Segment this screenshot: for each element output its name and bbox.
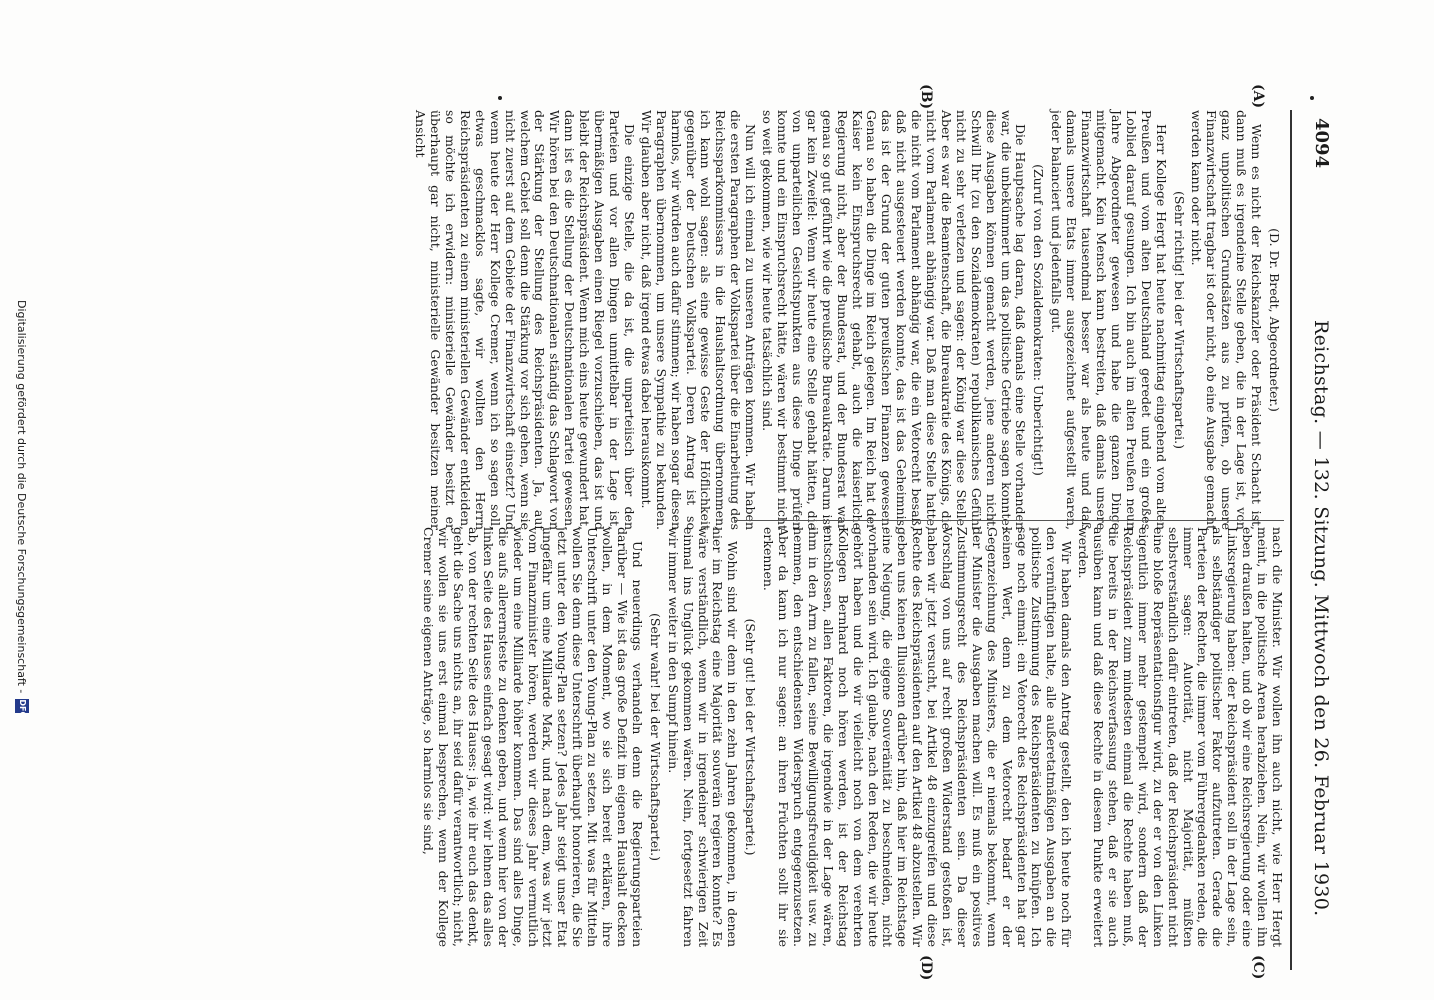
paragraph: Die einzige Stelle, die da ist, die unparteiisch über den Parteien und vor allen Dingen unmittelbar in der Lage ist, übermäßigen Ausgaben einen Riegel vorzuschieben, das ist und bleibt der Reichspräsident. Wenn mich eins heute gewundert hat, dann ist es die Stellung der Deutschnationalen Partei gewesen. Wir hören bei den Deutschnationalen ständig das Schlagwort von der Stärkung der Stellung des Reichspräsidenten. Ja, auf welchem Gebiet soll denn die Stärkung vor sich gehen, wenn sie nicht zuerst auf dem Gebiete der Finanzwirtschaft einsetzt? Und wenn heute der Herr Kollege Cremer, wenn ich so sagen soll, etwas geschmacklos sagte, wir wollten den Herrn Reichspräsidenten zu einem ministeriellen Gewänder entkleiden, so möchte ich erwidern: ministerielle Gewänder besitzt er überhaupt gar nicht, ministerielle Gewänder besitzen meiner Ansicht: [413, 110, 637, 530]
paragraph: Herr Kollege Hergt hat heute nachmittag eingehend vom alten Preußen und vom alten Deutschland geredet und ein großes Loblied darauf gesungen. Ich bin auch im alten Preußen neun Jahre Abgeordneter gewesen und habe die ganzen Dinge mitgemacht. Kein Mensch kann bestreiten, daß damals unsere Finanzwirtschaft tausendmal besser war als heute und daß damals unsere Etats immer ausgezeichnet aufgestellt waren, jeder balanciert und jedenfalls gut.: [1049, 110, 1169, 530]
interjection: (Sehr wahr! bei der Wirtschaftspartei.): [647, 612, 663, 862]
column-divider: [734, 520, 1284, 521]
dfg-logo: DFG: [15, 699, 29, 713]
paragraph: Wir haben damals den Antrag gestellt, den ich heute noch für den vernünftigen halte, alle außeretatmäßigen Ausgaben an die politische Zustimmung des Reichspräsidenten zu knüpfen. Ich sage noch einmal: ein Vetorecht des Reichspräsidenten hat gar keinen Wert, denn zu dem Vetorecht bedarf er der Gegenzeichnung des Ministers, die er niemals bekommt, wenn der Minister die Ausgaben machen will. Es muß ein positives Zustimmungsrecht des Reichspräsidenten sein. Da dieser Vorschlag von uns auf recht großen Widerstand gestoßen ist, haben wir jetzt versucht, bei Artikel 48 einzugreifen und diese Rechte des Reichspräsidenten auf den Artikel 48 abzustellen. Wir geben uns keinen Illusionen darüber hin, daß hier im Reichstage eine Neigung, die eigene Souveränität zu beschneiden, nicht vorhanden sein wird. Ich glaube, nach den Reden, die wir heute gehört haben und die wir vielleicht noch von dem verehrten Kollegen Bernhard noch hören werden, ist der Reichstag entschlossen, allen Faktoren, die irgendwie in der Lage wären, ihm in den Arm zu fallen, seine Bewilligungsfreudigkeit usw. zu hemmen, den entschiedensten Widerspruch entgegenzusetzen. Aber da kann ich nur sagen: an ihren Früchten sollt ihr sie erkennen.: [761, 527, 1075, 947]
margin-marker-a: (A): [1250, 84, 1266, 109]
page-header: [1298, 30, 1338, 960]
interjection: (Sehr richtig! bei der Wirtschaftspartei.): [1171, 191, 1187, 449]
paragraph: Wohin sind wir denn in den zehn Jahren gekommen, in denen hier im Reichstag eine Majorität souverän regieren konnte? Es wäre verständlich, wenn wir in irgendeiner schwierigen Zeit einmal ins Unglück gekommen wären. Nein, fortgesetzt fahren wir immer weiter in den Sumpf hinein.: [665, 527, 741, 947]
margin-marker-d: (D): [918, 955, 934, 981]
running-head: Reichstag. — 132. Sitzung. Mittwoch den 26. Februar 1930.: [1310, 320, 1332, 917]
paragraph: Und neuerdings verhandeln denn die Regierungsparteien darüber — Wie ist das große Defizit im eigenen Haushalt decken wollen, in dem Moment, wo sie sich bereit erklären, ihre Unterschrift unter den Young-Plan zu setzen. Mit was für Mitteln wollen Sie denn diese Unterschrift überhaupt honorieren, die Sie jetzt unter den Young-Plan setzen? Jedes Jahr steigt unser Etat ungefähr um eine Milliarde Mark, und nach dem, was wir jetzt vom Finanzminister hören, werden wir dieses Jahr vermutlich wieder um eine Milliarde höher kommen. Das sind alles Dinge, die aufs allerernsteste zu denken geben, und wenn hier von der linken Seite des Hauses einfach gesagt wird: wir lehnen das alles ab, von der rechten Seite des Hauses: ja, wie ihr euch das denkt, geht die Sache uns nichts an, ihr seid dafür verantwortlich; nicht, wir wollen sie uns erst einmal besprechen, wenn der Kollege Cremer seine eigenen Anträge, so harmlos sie sind,: [421, 527, 645, 947]
margin-marker-b: (B): [918, 84, 934, 110]
paragraph: Wenn es nicht der Reichskanzler oder Präsident Schacht ist, dann muß es irgendeine Stelle geben, die in der Lage ist, von ganz unpolitischen Grundsätzen aus zu prüfen, ob unsere Finanzwirtschaft tragbar ist oder nicht, ob eine Ausgabe gemacht werden kann oder nicht.: [1189, 110, 1265, 530]
interjection: (Zuruf von den Sozialdemokraten: Unberichtigt!): [1031, 164, 1047, 476]
margin-dot: [1310, 96, 1314, 100]
footer-text: Digitalisierung gefördert durch die Deutsche Forschungsgemeinschaft -: [15, 300, 29, 694]
page-number: 4094: [1311, 118, 1332, 169]
paragraph: Die Hauptsache lag daran, daß damals eine Stelle vorhanden war, die unbekümmert um das politische Getriebe sagen konnte: diese Ausgaben können gemacht werden, jene anderen nicht. Schwill Ihr (zu den Sozialdemokraten) republikanisches Gefühl nicht zu sehr verletzen und sagen: der König war diese Stelle. Aber es war die Beamtenschaft, die Bureaukratie des Königs, die nicht vom Parlament abhängig war. Daß man diese Stelle hatte, die nicht vom Parlament abhängig war, die ein Vetorecht besaß, daß nicht ausgesteuert werden konnte, das ist das Geheimnis, das ist der Grund der guten preußischen Finanzen gewesen. Genau so haben die Dinge im Reich gelegen. Im Reich hat der Kaiser kein Einspruchsrecht gehabt, auch die kaiserliche Regierung nicht, aber der Bundesrat, und der Bundesrat war genau so gut geführt wie die preußische Bureaukratie. Darum ist gar kein Zweifel: Wenn wir heute eine Stelle gehabt hätten, die von unparteilichen Gesichtspunkten aus diese Dinge prüfen konnte und ein Einspruchsrecht hätte, wären wir bestimmt nicht so weit gekommen, wie wir heute tatsächlich sind.: [760, 110, 1029, 530]
left-column: [413, 110, 1284, 530]
right-column: [421, 527, 1285, 947]
paragraph: Nun will ich einmal zu unseren Anträgen kommen. Wir haben die ersten Paragraphen der Volkspartei über die Einarbeitung des Reichssparkommissars in die Haushaltsordnung übernommen, ich kann wohl sagen: als eine gewisse Geste der Höflichkeit gegenüber der Deutschen Volkspartei. Deren Antrag ist so harmlos, wir würden auch dafür stimmen; wir haben sogar diesen Paragraphen übernommen, um unsere Sympathie zu bekunden. Wir glauben aber nicht, daß irgend etwas dabei herauskommt.: [638, 110, 759, 530]
header-rule: [1290, 110, 1292, 970]
speaker-line: (D. Dr. Bredt, Abgeordneter.): [1267, 228, 1282, 412]
footer-credit: [15, 300, 29, 1000]
margin-marker-c: (C): [1250, 955, 1266, 980]
margin-dot: [498, 96, 502, 100]
interjection: (Sehr gut! bei der Wirtschaftspartei.): [743, 618, 759, 856]
paragraph: nach die Minister. Wir wollen ihn auch nicht, wie Herr Hergt meint, in die politische Arena herabziehen. Nein, wir wollen ihn eben draußen halten, und ob wir eine Reichsregierung oder eine Linksregierung haben: der Reichspräsident soll in der Lage sein, als selbständiger politischer Faktor aufzutreten. Gerade die Parteien der Rechten, die immer vom Führergedanken reden, die immer sagen: Autorität, nicht Majorität, müßten selbstverständlich dafür eintreten, daß der Reichspräsident nicht eine bloße Repräsentationsfigur wird, zu der er von den Linken eigentlich immer mehr gestempelt wird, sondern daß der Reichspräsident zum mindesten einmal die Rechte haben muß, die bereits in der Reichsverfassung stehen, daß er sie auch ausüben kann und daß diese Rechte in diesem Punkte erweitert werden.: [1076, 527, 1285, 947]
